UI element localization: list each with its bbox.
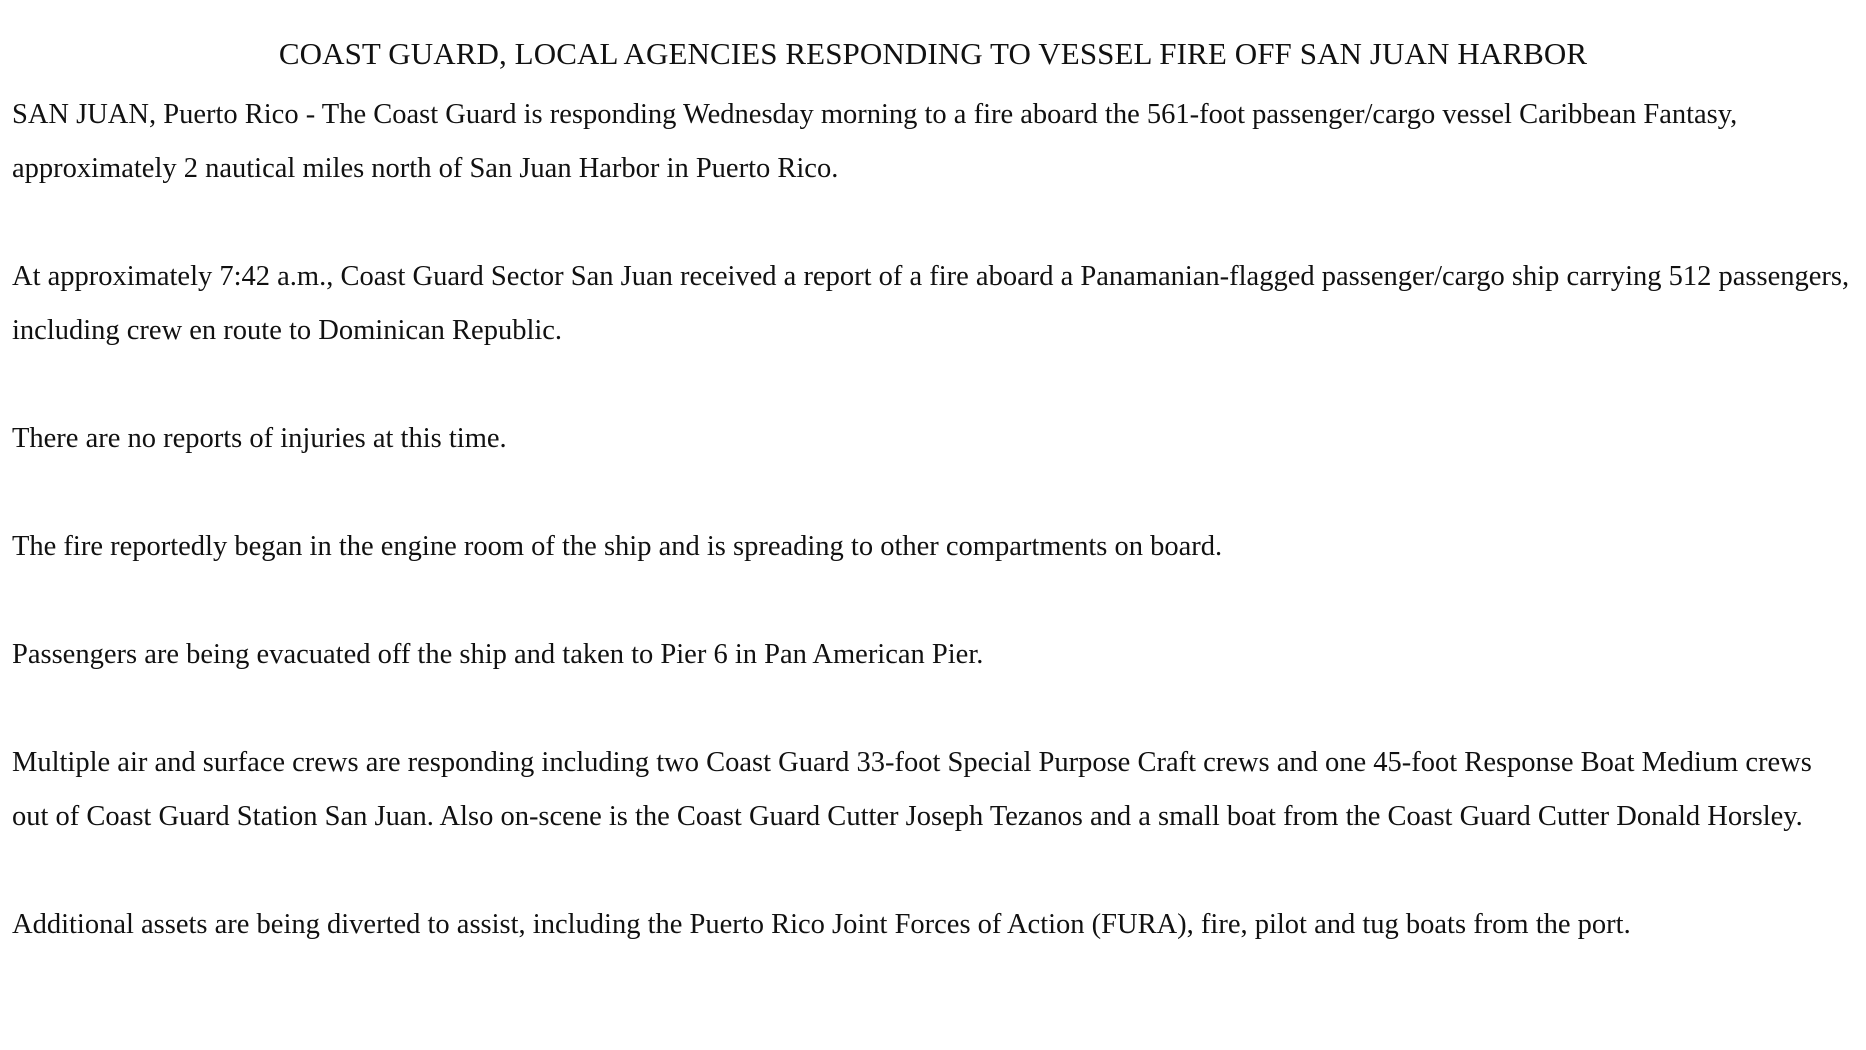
paragraph-additional-assets: Additional assets are being diverted to assist, including the Puerto Rico Joint Forces of Action (FURA), fire, pilot and tug boats from the port. xyxy=(12,909,1631,940)
paragraph-fire-origin: The fire reportedly began in the engine room of the ship and is spreading to other compartments on board. xyxy=(12,531,1223,562)
article-body xyxy=(12,88,1854,952)
paragraph-responding-crews: Multiple air and surface crews are responding including two Coast Guard 33-foot Special Purpose Craft crews and one 45-foot Response Boat Medium crews out of Coast Guard Station San Juan. Also on-scene is the Coast Guard Cutter Joseph Tezanos and a small boat from the Coast Guard Cutter Donald Horsley. xyxy=(12,747,1812,832)
paragraph-dateline-intro: SAN JUAN, Puerto Rico - The Coast Guard is responding Wednesday morning to a fire aboard the 561-foot passenger/cargo vessel Caribbean Fantasy, approximately 2 nautical miles north of San Juan Harbor in Puerto Rico. xyxy=(12,99,1738,184)
article-headline: COAST GUARD, LOCAL AGENCIES RESPONDING TO VESSEL FIRE OFF SAN JUAN HARBOR xyxy=(278,36,1588,71)
paragraph-injuries: There are no reports of injuries at this time. xyxy=(12,423,507,454)
paragraph-evacuation: Passengers are being evacuated off the ship and taken to Pier 6 in Pan American Pier. xyxy=(12,639,984,670)
paragraph-report-received: At approximately 7:42 a.m., Coast Guard Sector San Juan received a report of a fire aboard a Panamanian-flagged passenger/cargo ship carrying 512 passengers, including crew en route to Dominican Republic. xyxy=(12,261,1850,346)
